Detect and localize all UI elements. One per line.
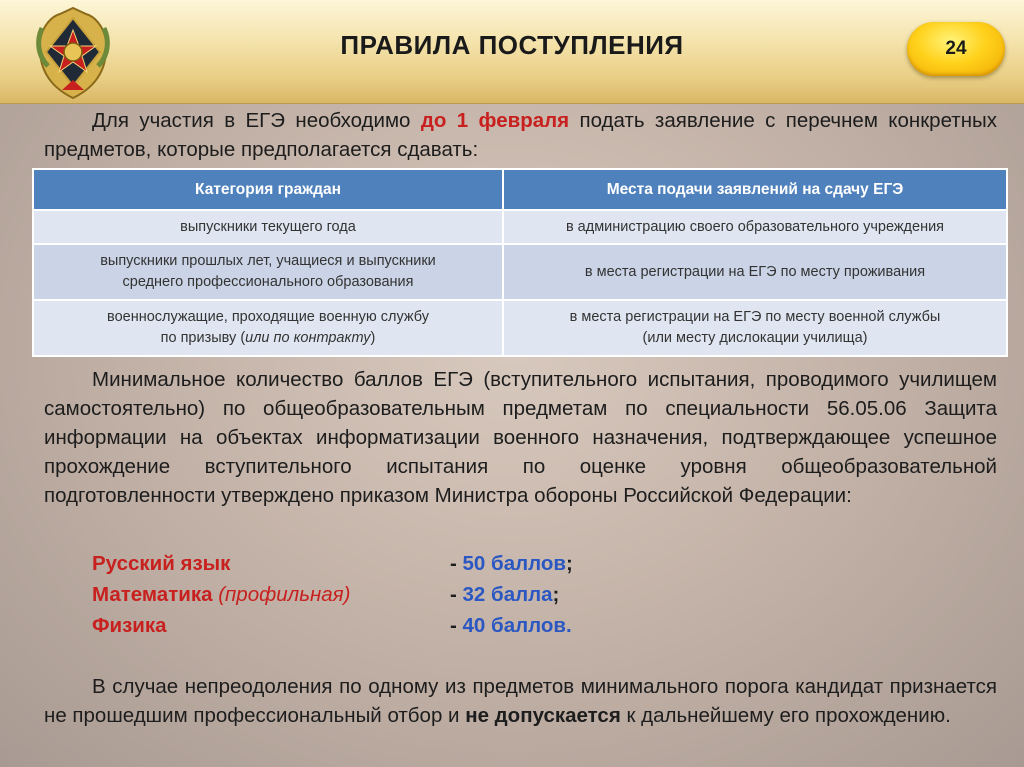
place-line: в места регистрации на ЕГЭ по месту военной службы [569,309,941,325]
category-cell [33,300,503,356]
category-line-part: по призыву ( [160,330,246,346]
table-row [33,244,1007,300]
subject-label: Русский язык [92,552,231,575]
failure-text-before: В случае непреодоления по одному из предметов минимального порога кандидат признается не прошедшим профессиональный отбор и [44,675,997,727]
column-header-place: Места подачи заявлений на сдачу ЕГЭ [503,169,1007,210]
place-line: (или месту дислокации училища) [642,330,868,346]
score-dash: - [450,614,463,637]
table-header-row [33,169,1007,210]
failure-paragraph [44,672,997,730]
category-cell: выпускники текущего года [33,210,503,244]
score-end: ; [566,552,573,575]
subject-note: (профильная) [212,583,351,606]
score-dash: - [450,583,463,606]
failure-text-after: к дальнейшему его прохождению. [620,704,951,727]
subject-name [92,548,230,579]
score-row [92,579,692,610]
subject-name [92,610,167,641]
slide-header [0,0,1024,104]
page-number-badge: 24 [907,22,1005,76]
subject-name [92,579,350,610]
score-value [450,610,572,641]
category-line-italic: или по контракту [245,330,371,346]
score-number: 32 балла [462,583,553,606]
min-scores-list [92,548,692,641]
failure-bold-text: не допускается [465,704,621,727]
place-cell: в места регистрации на ЕГЭ по месту проживания [503,244,1007,300]
place-cell [503,300,1007,356]
score-row [92,548,692,579]
category-cell [33,244,503,300]
intro-paragraph [44,106,997,164]
subject-label: Математика [92,583,213,606]
score-dash: - [450,552,463,575]
intro-text-after: подать заявление с перечнем конкретных предметов, которые предполагается сдавать: [44,109,997,161]
slide-content [0,103,1024,767]
subject-label: Физика [92,614,167,637]
table-row [33,210,1007,244]
score-end: ; [552,583,560,606]
deadline-highlight: до 1 февраля [420,109,570,132]
intro-text-before: Для участия в ЕГЭ необходимо [92,109,421,132]
min-scores-paragraph: Минимальное количество баллов ЕГЭ (вступительного испытания, проводимого училищем самостоятельно) по общеобразовательным предметам по специальности 56.05.06 Защита информации на объектах информатизации военного назначения, подтверждающее успешное прохождение вступительного испытания по оценке уровня общеобразовательной подготовленности утверждено приказом Министра обороны Российской Федерации: [44,368,997,507]
place-cell: в администрацию своего образовательного учреждения [503,210,1007,244]
score-row [92,610,692,641]
category-line-part: ) [370,330,376,346]
table-row [33,300,1007,356]
score-value [450,579,559,610]
score-value [450,548,573,579]
category-line: военнослужащие, проходящие военную службу [107,309,429,325]
page-title: ПРАВИЛА ПОСТУПЛЕНИЯ [340,30,684,60]
category-line: среднего профессионального образования [122,274,414,290]
category-line: выпускники прошлых лет, учащиеся и выпускники [100,253,436,269]
score-number: 40 баллов. [462,614,572,637]
score-number: 50 баллов [462,552,566,575]
application-places-table [32,168,1008,357]
column-header-category: Категория граждан [33,169,503,210]
